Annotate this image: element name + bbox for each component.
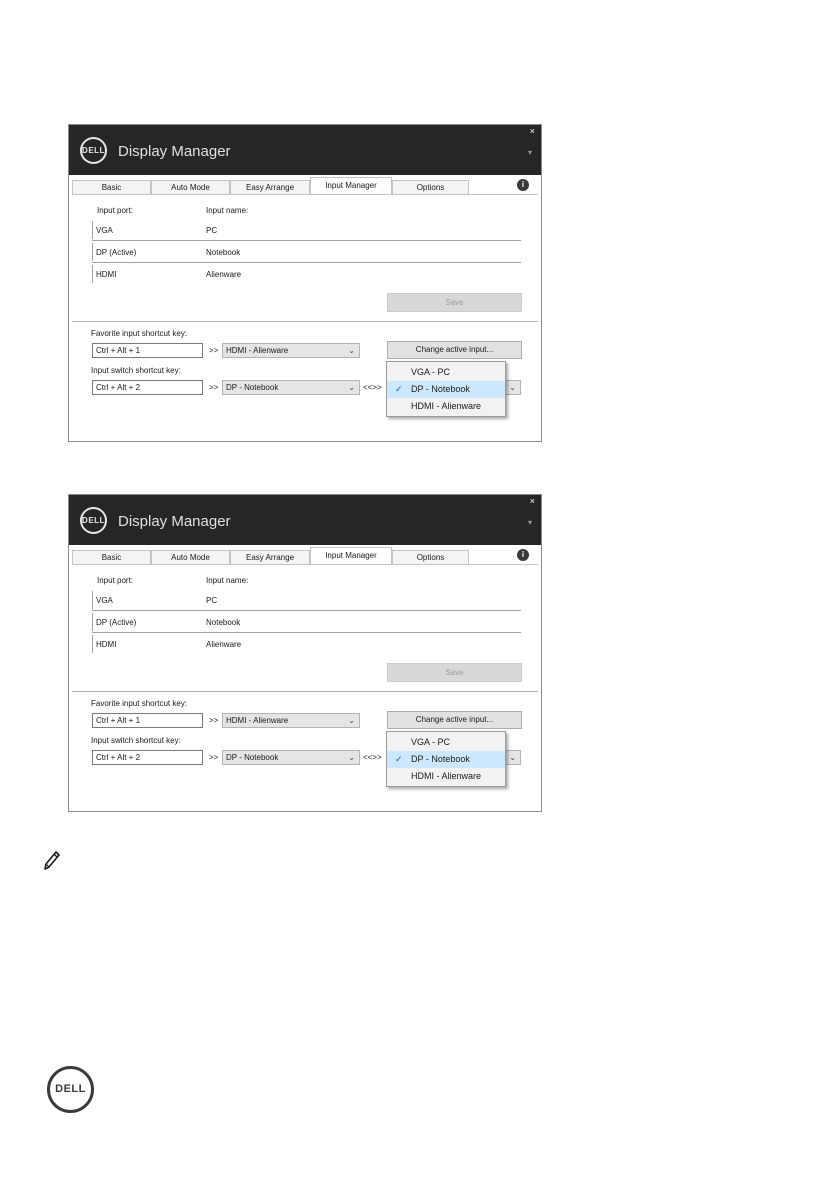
swap-arrows: <<>> <box>363 753 382 762</box>
tab-input-manager[interactable]: Input Manager <box>310 547 392 564</box>
chevron-down-icon: ⌄ <box>348 383 355 392</box>
switch-shortcut-label: Input switch shortcut key: <box>91 366 181 375</box>
tab-input-manager[interactable]: Input Manager <box>310 177 392 194</box>
tab-basic[interactable]: Basic <box>72 550 151 564</box>
input-name-field[interactable]: Notebook <box>206 618 241 627</box>
chevron-down-icon: ⌄ <box>509 753 516 762</box>
port-label: HDMI <box>96 640 117 649</box>
app-title: Display Manager <box>118 143 231 160</box>
switch-shortcut-input[interactable]: Ctrl + Alt + 2 <box>92 750 203 765</box>
dell-logo: DELL <box>80 507 107 534</box>
pencil-note-icon <box>44 850 60 872</box>
tab-easy-arrange[interactable]: Easy Arrange <box>230 180 310 194</box>
switch-combo-value: DP - Notebook <box>226 383 279 392</box>
input-name-field[interactable]: Notebook <box>206 248 241 257</box>
section-divider <box>72 691 538 692</box>
change-active-input-button[interactable]: Change active input... <box>387 711 522 729</box>
port-label: HDMI <box>96 270 117 279</box>
switch-input-combo[interactable] <box>222 380 360 395</box>
tab-options[interactable]: Options <box>392 180 469 194</box>
switch-combo-value: DP - Notebook <box>226 753 279 762</box>
collapse-icon[interactable]: ▾ <box>527 148 532 157</box>
tab-basic[interactable]: Basic <box>72 180 151 194</box>
switch-shortcut-label: Input switch shortcut key: <box>91 736 181 745</box>
tab-divider <box>72 194 538 195</box>
tab-divider <box>72 564 538 565</box>
favorite-input-combo[interactable] <box>222 343 360 358</box>
info-icon[interactable]: i <box>517 179 529 191</box>
menu-item-dp-notebook[interactable]: ✓ DP - Notebook <box>387 751 505 768</box>
save-button[interactable]: Save <box>387 293 522 312</box>
input-name-field[interactable]: Alienware <box>206 640 242 649</box>
favorite-input-combo[interactable] <box>222 713 360 728</box>
port-row-dp[interactable] <box>92 241 521 263</box>
favorite-shortcut-label: Favorite input shortcut key: <box>91 699 188 708</box>
checkmark-icon: ✓ <box>395 754 403 764</box>
favorite-chevron: >> <box>209 346 219 355</box>
collapse-icon[interactable]: ▾ <box>527 518 532 527</box>
dell-footer-logo: DELL <box>47 1066 94 1113</box>
change-active-input-button[interactable]: Change active input... <box>387 341 522 359</box>
info-icon[interactable]: i <box>517 549 529 561</box>
chevron-down-icon: ⌄ <box>509 383 516 392</box>
checkmark-icon: ✓ <box>395 384 403 394</box>
tab-auto-mode[interactable]: Auto Mode <box>151 550 230 564</box>
dell-logo: DELL <box>80 137 107 164</box>
tab-options[interactable]: Options <box>392 550 469 564</box>
switch-shortcut-input[interactable]: Ctrl + Alt + 2 <box>92 380 203 395</box>
active-input-menu <box>386 361 506 417</box>
section-divider <box>72 321 538 322</box>
port-row-hdmi[interactable] <box>92 633 521 655</box>
display-manager-window-2 <box>68 494 542 812</box>
port-row-vga[interactable] <box>92 589 521 611</box>
port-label: DP (Active) <box>96 618 137 627</box>
favorite-shortcut-input[interactable]: Ctrl + Alt + 1 <box>92 343 203 358</box>
input-name-field[interactable]: PC <box>206 226 218 235</box>
menu-item-hdmi-alienware[interactable]: HDMI - Alienware <box>411 401 482 411</box>
input-name-field[interactable]: PC <box>206 596 218 605</box>
chevron-down-icon: ⌄ <box>348 753 355 762</box>
chevron-down-icon: ⌄ <box>348 346 355 355</box>
switch-chevron: >> <box>209 753 219 762</box>
switch-chevron: >> <box>209 383 219 392</box>
close-icon[interactable]: × <box>529 126 535 136</box>
menu-item-vga-pc[interactable]: VGA - PC <box>411 367 451 377</box>
chevron-down-icon: ⌄ <box>348 716 355 725</box>
swap-arrows: <<>> <box>363 383 382 392</box>
display-manager-window-1 <box>68 124 542 442</box>
favorite-shortcut-label: Favorite input shortcut key: <box>91 329 188 338</box>
favorite-shortcut-input[interactable]: Ctrl + Alt + 1 <box>92 713 203 728</box>
favorite-combo-value: HDMI - Alienware <box>226 716 289 725</box>
port-row-dp[interactable] <box>92 611 521 633</box>
port-row-hdmi[interactable] <box>92 263 521 285</box>
switch-input-combo[interactable] <box>222 750 360 765</box>
tab-auto-mode[interactable]: Auto Mode <box>151 180 230 194</box>
port-row-vga[interactable] <box>92 219 521 241</box>
input-port-header: Input port: <box>97 576 134 585</box>
input-port-header: Input port: <box>97 206 134 215</box>
port-label: DP (Active) <box>96 248 137 257</box>
port-label: VGA <box>96 226 113 235</box>
menu-item-dp-notebook[interactable]: ✓ DP - Notebook <box>387 381 505 398</box>
favorite-combo-value: HDMI - Alienware <box>226 346 289 355</box>
port-label: VGA <box>96 596 113 605</box>
active-input-menu <box>386 731 506 787</box>
input-name-header: Input name: <box>206 206 249 215</box>
input-name-field[interactable]: Alienware <box>206 270 242 279</box>
menu-item-vga-pc[interactable]: VGA - PC <box>411 737 451 747</box>
input-name-header: Input name: <box>206 576 249 585</box>
title-bar <box>69 495 541 545</box>
menu-item-hdmi-alienware[interactable]: HDMI - Alienware <box>411 771 482 781</box>
title-bar <box>69 125 541 175</box>
tab-easy-arrange[interactable]: Easy Arrange <box>230 550 310 564</box>
save-button[interactable]: Save <box>387 663 522 682</box>
app-title: Display Manager <box>118 513 231 530</box>
close-icon[interactable]: × <box>529 496 535 506</box>
favorite-chevron: >> <box>209 716 219 725</box>
